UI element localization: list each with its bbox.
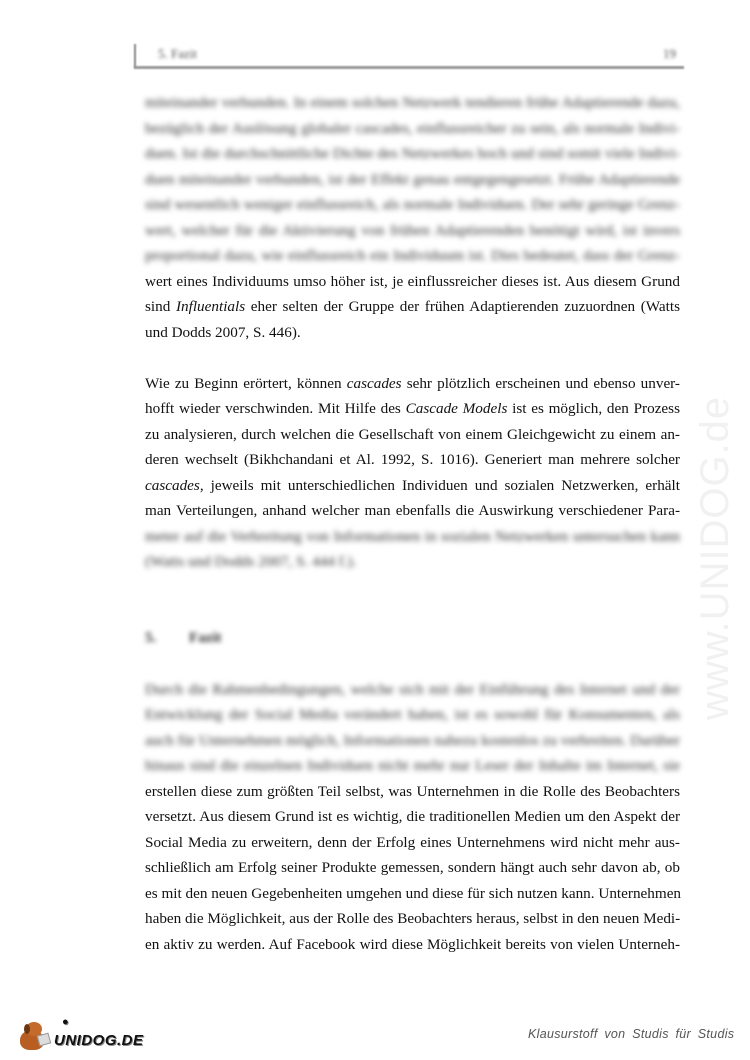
text-line: erstellen diese zum größten Teil selbst, was Unternehmen in die Rolle des Beobachters [145,782,680,800]
text-line-blurred: proportional dazu, wie einflussreich ein Individuum ist. Dies bedeutet, dass der Grenz- [145,247,680,264]
text-line: deren wechselt (Bikhchandani et Al. 1992, S. 1016). Generiert man mehrere solcher [145,451,680,468]
text-line-blurred: meter auf die Verbreitung von Informationen in sozialen Netzwerken untersuchen kann [145,527,680,545]
section-number: 5. [145,629,157,646]
text-line: en aktiv zu werden. Auf Facebook wird diese Möglichkeit bereits von vielen Unterneh- [145,935,680,953]
text-line: sind Influentials eher selten der Gruppe der frühen Adaptierenden zuzuordnen (Watts [145,298,680,315]
text-line-blurred: hinaus sind die einzelnen Individuen nicht mehr nur Leser der Inhalte im Internet, sie [145,757,680,774]
text-line: Wie zu Beginn erörtert, können cascades sehr plötzlich erscheinen und ebenso unver- [145,374,680,392]
paragraph-1 [145,90,680,345]
text-line: zu analysieren, durch welchen die Gesellschaft von einem Gleichgewicht zu einem an- [145,425,680,443]
text-line: cascades, jeweils mit unterschiedlichen Individuen und sozialen Netzwerken, erhält [145,476,680,494]
text-line: wert eines Individuums umso höher ist, je einflussreicher dieses ist. Aus diesem Grund [145,272,680,290]
logo-text: ● UNIDOG.DE [54,1016,144,1049]
unidog-logo[interactable] [16,1018,144,1052]
text-line-blurred: duen miteinander verbunden, ist der Effekt genau entgegengesetzt. Frühe Adaptierende [145,170,680,188]
paragraph-gap [145,575,680,601]
dog-mascot-icon [16,1022,50,1052]
text-line: haben die Möglichkeit, aus der Rolle des Beobachters heraus, selbst in den neuen Medi- [145,910,681,927]
running-header [134,44,684,66]
text-line-blurred: wert, welcher für die Aktivierung von frühen Adaptierenden benötigt wird, ist invers [145,221,680,239]
text-line: es mit den neuen Gegebenheiten umgehen und diese für sich nutzen kann. Unternehmen [145,884,682,902]
text-line: und Dodds 2007, S. 446). [145,323,301,341]
header-chapter-title: 5. Fazit [158,46,197,61]
page-number: 19 [663,46,676,61]
footer-tagline: Klausurstoff von Studis für Studis [528,1027,735,1041]
paragraph-gap [145,345,680,371]
text-line-blurred: auch für Unternehmen möglich, Informationen nahezu kostenlos zu verbreiten. Darüber [145,731,680,749]
section-title: Fazit [189,629,222,646]
text-line: Social Media zu erweitern, denn der Erfolg eines Unternehmens wird nicht mehr aus- [145,833,680,851]
paragraph-2 [145,371,680,575]
header-rule [134,66,684,69]
section-heading [145,626,680,652]
text-line-blurred: miteinander verbunden. In einem solchen Netzwerk tendieren frühe Adaptierende dazu, [145,94,680,111]
paw-icon: ● [62,1016,70,1028]
paragraph-gap [145,600,680,626]
text-line-blurred: Durch die Rahmenbedingungen, welche sich mit der Einführung des Internet und der [145,680,680,698]
header-left-rule [134,44,136,68]
paragraph-gap [145,651,680,677]
text-line-blurred: (Watts und Dodds 2007, S. 444 f.). [145,553,357,570]
text-line-blurred: sind wesentlich weniger einflussreich, als normale Individuen. Der sehr geringe Grenz- [145,196,680,213]
text-line: man Verteilungen, anhand welcher man ebenfalls die Auswirkung verschiedener Para- [145,502,680,519]
watermark: www.UNIDOG.de [693,395,737,720]
text-line: versetzt. Aus diesem Grund ist es wichtig, die traditionellen Medien um den Aspekt der [145,808,680,825]
text-line-blurred: duen. Ist die durchschnittliche Dichte des Netzwerkes hoch und sind somit viele Indivi- [145,145,680,162]
text-line: hofft wieder verschwinden. Mit Hilfe des Cascade Models ist es möglich, den Prozess [145,400,680,417]
text-line-blurred: bezüglich der Auslösung globaler cascades, einflussreicher zu sein, als normale Indivi- [145,119,680,137]
text-line-blurred: Entwicklung der Social Media verändert haben, ist es sowohl für Konsumenten, als [145,706,680,723]
text-line: schließlich am Erfolg seiner Produkte gemessen, sondern hängt auch sehr davon ab, ob [145,859,680,876]
document-body [145,90,680,957]
paragraph-3 [145,677,680,958]
